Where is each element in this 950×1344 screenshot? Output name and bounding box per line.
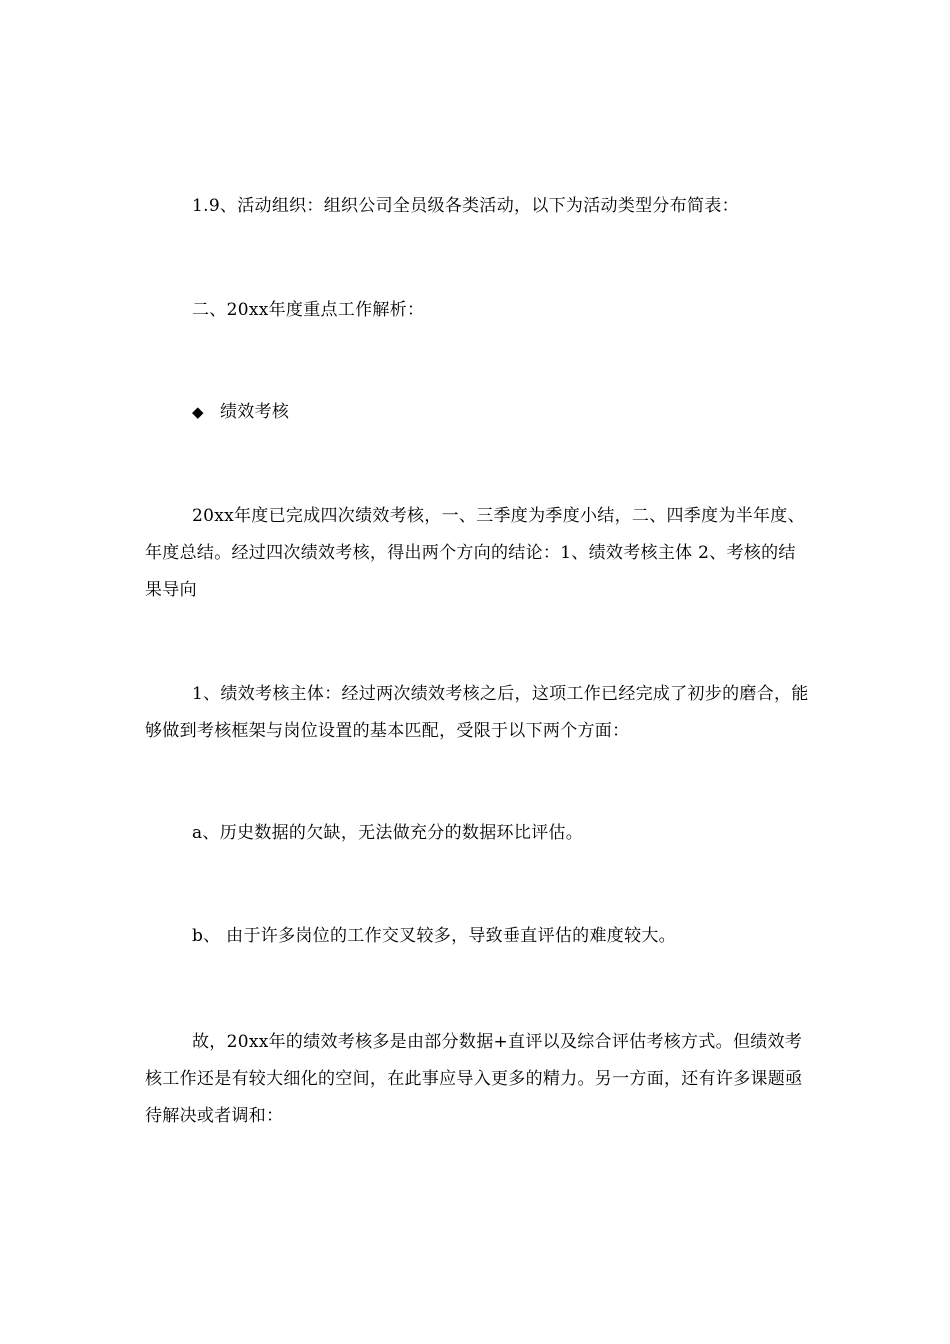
diamond-bullet-icon: ◆ (192, 403, 204, 421)
section-heading-key-work-analysis: 二、20xx年度重点工作解析： (192, 300, 425, 320)
paragraph-point-a: a、历史数据的欠缺，无法做充分的数据环比评估。 (192, 823, 584, 843)
paragraph-review-subject: 1、绩效考核主体：经过两次绩效考核之后，这项工作已经完成了初步的磨合，能够做到考核框架与岗位设置的基本匹配，受限于以下两个方面： (145, 684, 809, 741)
bullet-heading-performance-review (192, 394, 289, 431)
paragraph-review-summary: 20xx年度已完成四次绩效考核，一、三季度为季度小结，二、四季度为半年度、年度总结。经过四次绩效考核，得出两个方向的结论：1、绩效考核主体 2、考核的结果导向 (145, 506, 805, 600)
paragraph-review-method: 故，20xx年的绩效考核多是由部分数据+直评以及综合评估考核方式。但绩效考核工作还是有较大细化的空间，在此事应导入更多的精力。另一方面，还有许多课题亟待解决或者调和： (145, 1032, 803, 1126)
paragraph-activity-organization: 1.9、活动组织：组织公司全员级各类活动，以下为活动类型分布简表： (192, 196, 739, 216)
bullet-heading-text: 绩效考核 (220, 402, 290, 422)
paragraph-point-b: b、 由于许多岗位的工作交叉较多，导致垂直评估的难度较大。 (192, 926, 676, 946)
